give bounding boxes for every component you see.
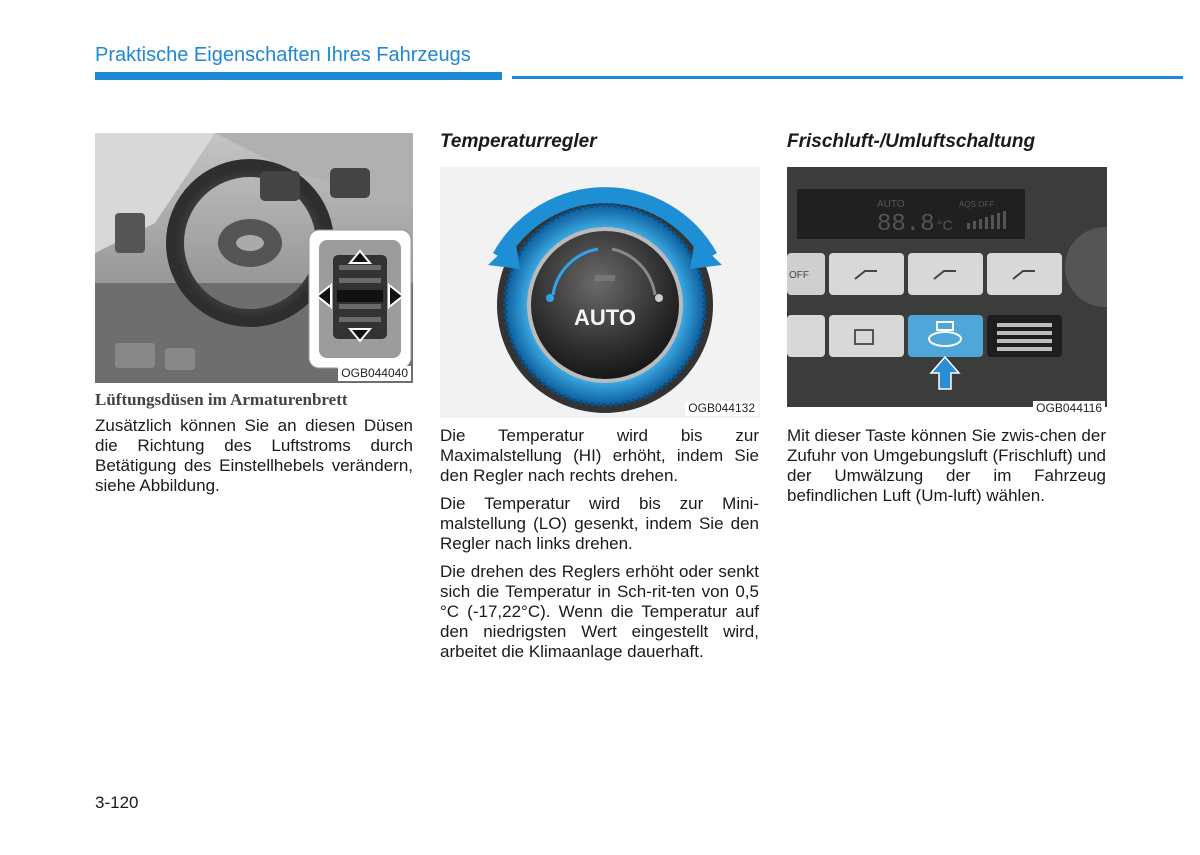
figure-code: OGB044116 xyxy=(1033,401,1105,416)
paragraph: Die Temperatur wird bis zur Maximalstellung (HI) erhöht, indem Sie den Regler nach rechts drehen. xyxy=(440,426,759,485)
paragraph: Die drehen des Reglers erhöht oder senkt sich die Temperatur in Sch-rit-ten von 0,5 °C (-17,22°C). Wenn die Temperatur auf den niedrigsten Wert eingestellt wird, arbeitet die Klimaanlage dauerhaft. xyxy=(440,562,759,661)
off-label: OFF xyxy=(789,270,809,281)
temperature-dial-figure xyxy=(440,167,760,418)
column-2-body xyxy=(440,426,759,670)
paragraph: Mit dieser Taste können Sie zwis-chen der Zufuhr von Umgebungsluft (Frischluft) und der Umwälzung der im Fahrzeug befindlichen Luft (Um-luft) wählen. xyxy=(787,426,1106,505)
column-3-body xyxy=(787,426,1106,514)
header-rule-thick xyxy=(95,72,502,80)
chapter-title: Praktische Eigenschaften Ihres Fahrzeugs xyxy=(95,44,471,66)
display-digits: 88.8 xyxy=(877,211,935,238)
temperature-dial-illustration xyxy=(440,167,760,418)
section-heading: Temperaturregler xyxy=(440,131,597,152)
paragraph: Die Temperatur wird bis zur Mini-malstellung (LO) gesenkt, indem Sie den Regler nach links drehen. xyxy=(440,494,759,553)
section-heading: Frischluft-/Umluftschaltung xyxy=(787,131,1036,152)
display-auto: AUTO xyxy=(877,199,905,210)
header-rule-thin xyxy=(512,76,1183,79)
column-1-body xyxy=(95,416,413,504)
paragraph: Zusätzlich können Sie an diesen Düsen die Richtung des Luftstroms durch Betätigung des Einstellhebels verändern, siehe Abbildung. xyxy=(95,416,413,495)
figure-caption: Lüftungsdüsen im Armaturenbrett xyxy=(95,390,348,409)
figure-code: OGB044132 xyxy=(685,401,758,416)
air-intake-panel-figure xyxy=(787,167,1107,418)
climate-panel-illustration xyxy=(787,167,1107,418)
display-aqs: AQS OFF xyxy=(959,200,995,209)
dial-auto-label: AUTO xyxy=(574,305,636,330)
page-number: 3-120 xyxy=(95,793,139,812)
dashboard-vent-figure xyxy=(95,133,413,383)
figure-code: OGB044040 xyxy=(338,366,411,381)
dashboard-illustration xyxy=(95,133,413,383)
display-unit: °C xyxy=(937,217,953,233)
